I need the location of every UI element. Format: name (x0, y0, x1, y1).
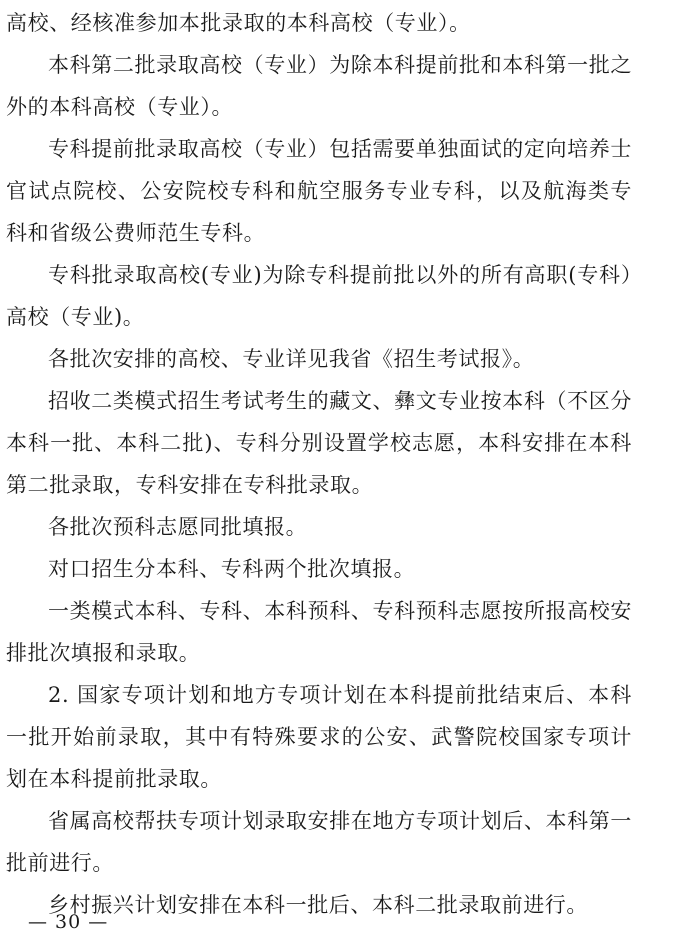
paragraph-batch-details: 各批次安排的高校、专业详见我省《招生考试报》。 (48, 347, 535, 371)
paragraph-counterpart-enrollment: 对口招生分本科、专科两个批次填报。 (48, 557, 416, 581)
paragraph-tibetan-yi-majors: 招收二类模式招生考试考生的藏文、彝文专业按本科（不区分本科一批、本科二批)、专科分别设置学校志愿，本科安排在本科第二批录取，专科安排在专科批录取。 (6, 389, 632, 497)
paragraph-rural-revitalization-plan: 乡村振兴计划安排在本科一批后、本科二批录取前进行。 (48, 893, 588, 917)
paragraph-preparatory-same-batch: 各批次预科志愿同批填报。 (48, 515, 308, 539)
paragraph-type-one-mode: 一类模式本科、专科、本科预科、专科预科志愿按所报高校安排批次填报和录取。 (6, 599, 632, 665)
paragraph-undergraduate-second-batch: 本科第二批录取高校（专业）为除本科提前批和本科第一批之外的本科高校（专业）。 (6, 53, 632, 119)
paragraph-provincial-assistance-plan: 省属高校帮扶专项计划录取安排在地方专项计划后、本科第一批前进行。 (6, 809, 632, 875)
paragraph-junior-college-batch: 专科批录取高校(专业)为除专科提前批以外的所有高职(专科）高校（专业)。 (6, 263, 632, 329)
body-text (6, 2, 632, 926)
paragraph-continuation: 高校、经核准参加本批录取的本科高校（专业）。 (6, 11, 471, 35)
paragraph-national-special-plan: 2. 国家专项计划和地方专项计划在本科提前批结束后、本科一批开始前录取，其中有特殊要求的公安、武警院校国家专项计划在本科提前批录取。 (6, 683, 632, 791)
paragraph-junior-college-early-batch: 专科提前批录取高校（专业）包括需要单独面试的定向培养士官试点院校、公安院校专科和航空服务专业专科，以及航海类专科和省级公费师范生专科。 (6, 137, 632, 245)
page-number: — 30 — (28, 911, 109, 933)
